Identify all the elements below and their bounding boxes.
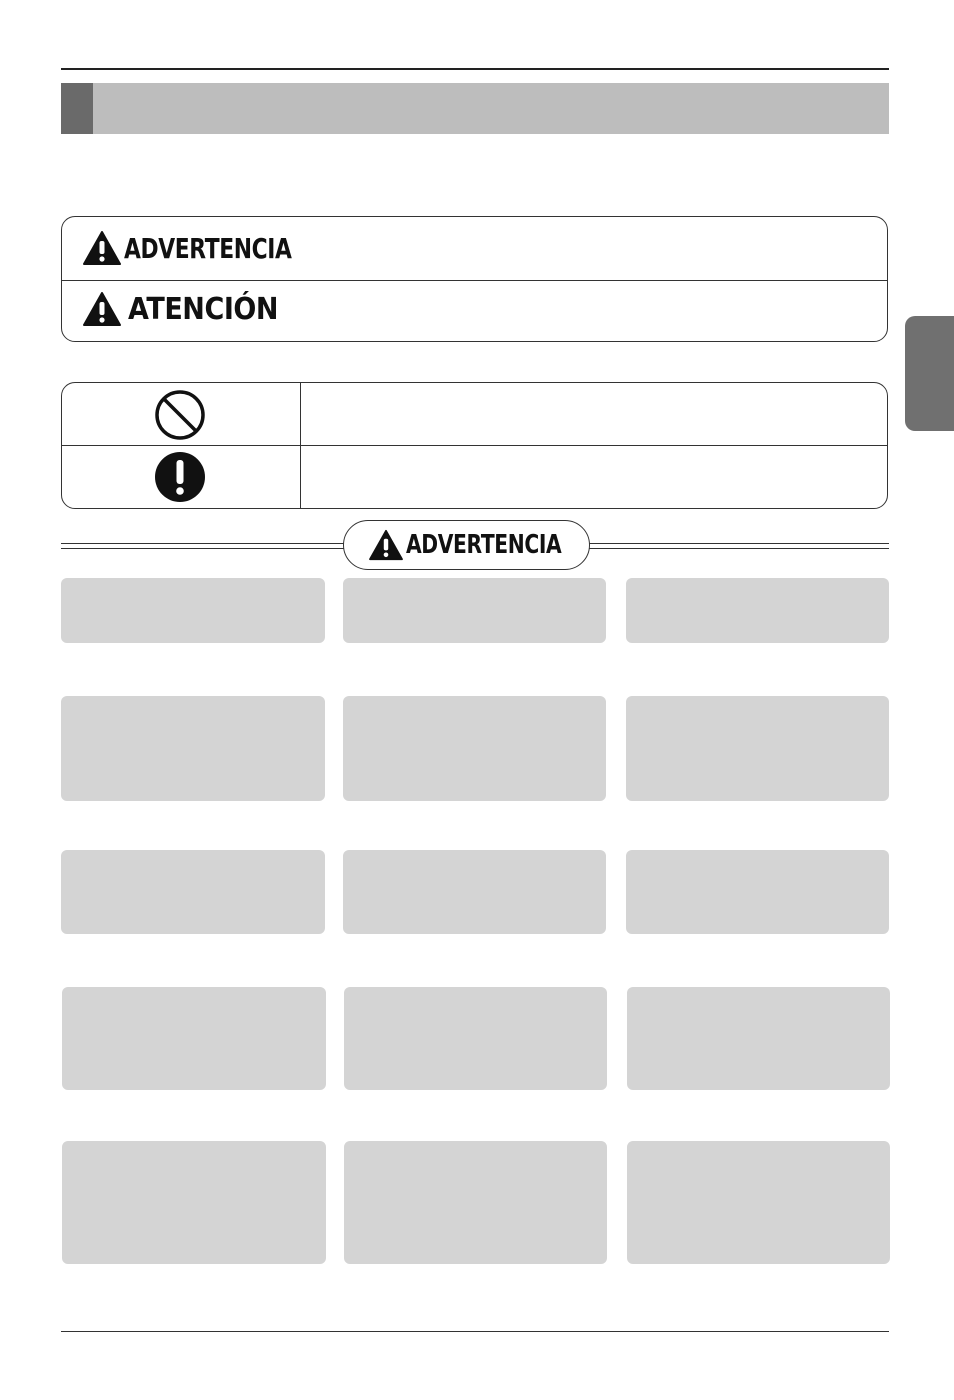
symbols-table <box>61 382 888 509</box>
chapter-side-tab <box>905 316 954 431</box>
symbols-row-divider <box>62 445 887 446</box>
illustration-card <box>344 987 607 1090</box>
illustration-card <box>62 1141 326 1264</box>
illustration-card <box>627 1141 890 1264</box>
illustration-card <box>343 578 606 643</box>
atencion-row <box>82 289 295 329</box>
prohibition-icon <box>154 389 206 441</box>
illustration-card <box>344 1141 607 1264</box>
illustration-card <box>343 696 606 801</box>
illustration-card <box>626 850 889 934</box>
illustration-card <box>62 987 326 1090</box>
bottom-rule <box>61 1331 889 1332</box>
top-rule <box>61 68 889 70</box>
advertencia-label: ADVERTENCIA <box>124 231 292 265</box>
signal-words-box <box>61 216 888 342</box>
illustration-card <box>61 578 325 643</box>
illustration-card <box>61 850 325 934</box>
illustration-card <box>343 850 606 934</box>
mandatory-exclamation-icon <box>154 451 206 503</box>
advertencia-section-heading <box>343 520 590 570</box>
advertencia-row <box>82 228 339 268</box>
atencion-label: ATENCIÓN <box>128 291 279 327</box>
caution-triangle-icon <box>82 291 122 327</box>
section-rule-right <box>589 543 889 549</box>
illustration-card <box>626 578 889 643</box>
section-header-bar <box>61 83 889 134</box>
warning-triangle-icon <box>368 529 404 561</box>
section-heading-label: ADVERTENCIA <box>405 530 561 560</box>
illustration-card <box>61 696 325 801</box>
signal-words-divider <box>62 280 887 281</box>
illustration-card <box>626 696 889 801</box>
section-rule-left <box>61 543 344 549</box>
header-marker <box>61 83 93 134</box>
warning-triangle-icon <box>82 230 122 266</box>
illustration-card <box>627 987 890 1090</box>
